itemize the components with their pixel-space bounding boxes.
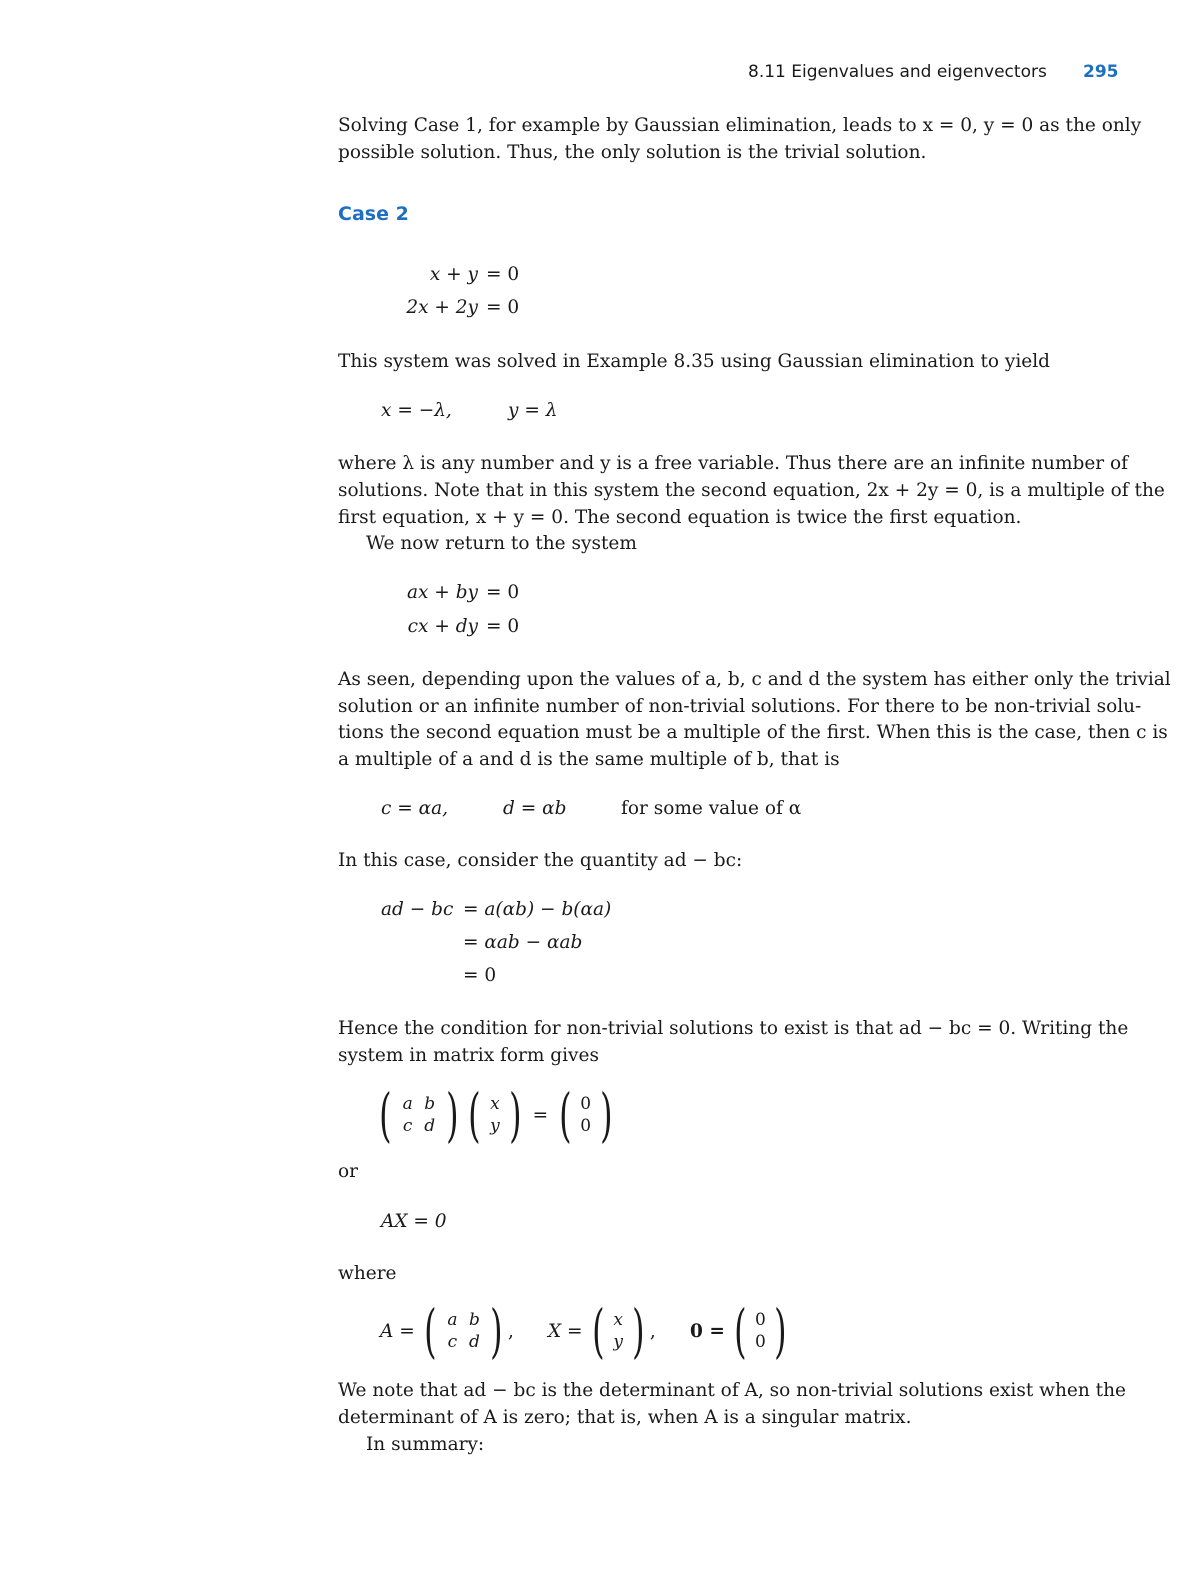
vector-entry: 0	[580, 1116, 592, 1136]
eq-e-rhs-3: = 0	[463, 965, 497, 986]
right-paren: )	[509, 1081, 522, 1149]
def-zero	[690, 1297, 792, 1365]
para-3-line-3: first equation, x + y = 0. The second equation is twice the first equation.	[338, 507, 1022, 528]
eq-b-y: y = λ	[508, 400, 558, 421]
matrix-entry: b	[424, 1094, 436, 1114]
left-paren: (	[591, 1297, 605, 1365]
para-6-line-1: Hence the condition for non-trivial solutions to exist is that ad − bc = 0. Writing the	[338, 1018, 1129, 1039]
comma: ,	[649, 1320, 656, 1342]
matrix-entry: c	[402, 1116, 413, 1136]
running-title: 8.11 Eigenvalues and eigenvectors	[748, 62, 1047, 82]
vector-entry: y	[613, 1332, 623, 1352]
para-4-line-2: solution or an infinite number of non-trivial solutions. For there to be non-trivial solu-	[338, 696, 1142, 717]
vector-zero	[751, 1310, 769, 1352]
para-5: In this case, consider the quantity ad − bc:	[338, 850, 743, 871]
eq-a-rhs-1: = 0	[486, 264, 520, 285]
zero-vector	[577, 1094, 595, 1136]
para-4-line-4: a multiple of a and d is the same multiple of b, that is	[338, 749, 840, 770]
eq-c-rhs-1: = 0	[486, 582, 520, 603]
vector-entry: 0	[580, 1094, 592, 1114]
para-1-line-2: possible solution. Thus, the only solution is the trivial solution.	[338, 142, 927, 163]
where-word: where	[338, 1263, 397, 1284]
def-zero-label: 0 =	[690, 1320, 725, 1342]
eq-c-rhs-2: = 0	[486, 616, 520, 637]
para-1-line-1: Solving Case 1, for example by Gaussian elimination, leads to x = 0, y = 0 as the only	[338, 115, 1142, 136]
matrix-entry: d	[424, 1116, 436, 1136]
eq-c-lhs-2: cx + dy	[407, 616, 478, 637]
eq-ax-zero: AX = 0	[381, 1211, 447, 1232]
para-7-line-1: We note that ad − bc is the determinant of A, so non-trivial solutions exist when the	[338, 1380, 1126, 1401]
vector-x	[609, 1310, 627, 1352]
equals-sign: =	[532, 1104, 549, 1126]
left-paren: (	[379, 1081, 392, 1149]
para-7-line-2: determinant of A is zero; that is, when A is a singular matrix.	[338, 1407, 912, 1428]
para-2: This system was solved in Example 8.35 using Gaussian elimination to yield	[338, 351, 1050, 372]
para-3-line-1: where λ is any number and y is a free variable. Thus there are an infinite number of	[338, 453, 1129, 474]
or-word: or	[338, 1161, 358, 1182]
eq-a-lhs-2: 2x + 2y	[406, 297, 478, 318]
coefficient-matrix	[397, 1094, 441, 1136]
def-a-label: A =	[380, 1320, 415, 1342]
eq-d-note: for some value of α	[621, 798, 802, 819]
left-paren: (	[468, 1081, 481, 1149]
left-paren: (	[733, 1297, 747, 1365]
eq-a-rhs-2: = 0	[486, 297, 520, 318]
right-paren: )	[490, 1297, 503, 1365]
vector-entry: x	[490, 1094, 500, 1114]
para-7-line-3: In summary:	[366, 1434, 485, 1455]
def-a	[380, 1297, 514, 1365]
variable-vector	[486, 1094, 504, 1136]
matrix-equation	[374, 1081, 617, 1149]
matrix-a	[441, 1310, 485, 1352]
matrix-entry: b	[468, 1310, 480, 1330]
para-4-line-1: As seen, depending upon the values of a, b, c and d the system has either only the trivial	[338, 669, 1171, 690]
eq-e-rhs-1: = a(αb) − b(αa)	[463, 899, 612, 920]
right-paren: )	[774, 1297, 788, 1365]
page-number: 295	[1083, 62, 1119, 82]
def-x	[548, 1297, 656, 1365]
right-paren: )	[632, 1297, 645, 1365]
vector-entry: 0	[755, 1332, 766, 1352]
eq-b-x: x = −λ,	[381, 400, 452, 421]
vector-entry: 0	[755, 1310, 766, 1330]
section-heading: Case 2	[338, 203, 409, 225]
matrix-entry: d	[468, 1332, 480, 1352]
vector-entry: y	[490, 1116, 500, 1136]
eq-e-lhs: ad − bc	[381, 899, 454, 920]
right-paren: )	[599, 1081, 613, 1149]
matrix-entry: a	[447, 1310, 458, 1330]
comma: ,	[508, 1320, 514, 1342]
right-paren: )	[445, 1081, 459, 1149]
matrix-entry: c	[447, 1332, 458, 1352]
left-paren: (	[559, 1081, 572, 1149]
para-3-line-2: solutions. Note that in this system the second equation, 2x + 2y = 0, is a multiple of the	[338, 480, 1165, 501]
para-4-line-3: tions the second equation must be a multiple of the first. When this is the case, then c is	[338, 722, 1168, 743]
eq-c-lhs-1: ax + by	[406, 582, 478, 603]
def-x-label: X =	[548, 1320, 583, 1342]
eq-e-rhs-2: = αab − αab	[463, 932, 583, 953]
eq-d-c: c = αa,	[381, 798, 449, 819]
para-3-line-4: We now return to the system	[366, 533, 637, 554]
vector-entry: x	[613, 1310, 623, 1330]
eq-a-lhs-1: x + y	[429, 264, 478, 285]
para-6-line-2: system in matrix form gives	[338, 1045, 599, 1066]
matrix-entry: a	[402, 1094, 413, 1114]
left-paren: (	[423, 1297, 437, 1365]
eq-d-d: d = αb	[503, 798, 567, 819]
